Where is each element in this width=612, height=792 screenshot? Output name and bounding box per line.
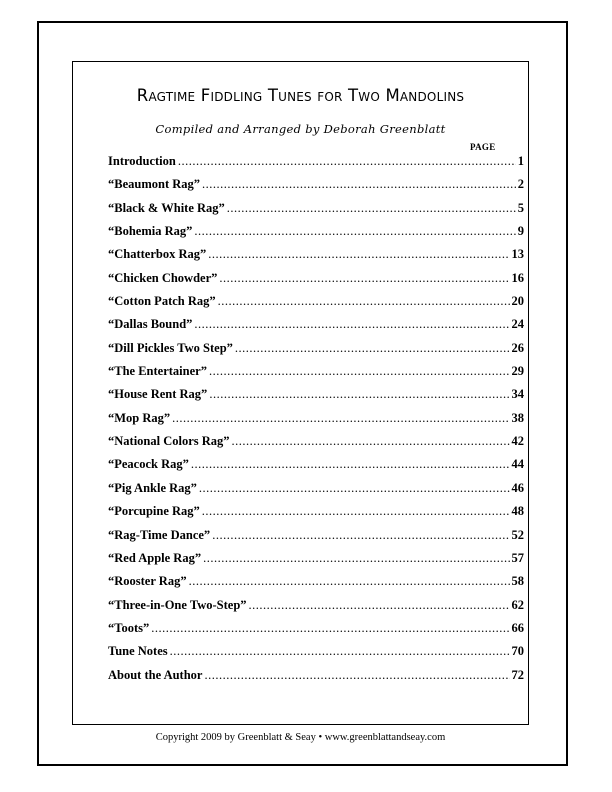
toc-entry-page-number: 48: [511, 504, 524, 519]
dot-leader: [218, 294, 510, 309]
toc-entry-title: “House Rent Rag”: [108, 387, 208, 402]
toc-entry-page-number: 58: [511, 574, 524, 589]
toc-entry: [108, 247, 524, 270]
page-subtitle: Compiled and Arranged by Deborah Greenblatt: [155, 122, 446, 136]
dot-leader: [232, 434, 510, 449]
dot-leader: [199, 481, 510, 496]
toc-entry-title: “Red Apple Rag”: [108, 550, 202, 565]
toc-entry-page-number: 72: [511, 667, 524, 682]
toc-entry: [108, 621, 524, 644]
dot-leader: [191, 457, 510, 472]
toc-entry-title: “Dallas Bound”: [108, 317, 193, 332]
toc-entry-page-number: 9: [517, 224, 524, 239]
dot-leader: [227, 201, 516, 216]
toc-entry-page-number: 42: [511, 434, 524, 449]
toc-entry: [108, 154, 524, 177]
toc-entry: [108, 177, 524, 200]
table-of-contents: [108, 154, 524, 691]
toc-entry-title: “Pig Ankle Rag”: [108, 480, 197, 495]
toc-entry: [108, 528, 524, 551]
toc-entry: [108, 457, 524, 480]
toc-entry-page-number: 66: [511, 620, 524, 635]
toc-entry: [108, 411, 524, 434]
toc-entry-title: Introduction: [108, 154, 176, 168]
toc-entry-page-number: 46: [511, 480, 524, 495]
toc-entry: [108, 387, 524, 410]
dot-leader: [203, 551, 509, 566]
toc-entry-title: “Bohemia Rag”: [108, 224, 193, 239]
toc-entry-title: Tune Notes: [108, 644, 168, 659]
toc-entry: [108, 294, 524, 317]
toc-entry-page-number: 1: [517, 154, 524, 168]
toc-entry-page-number: 62: [511, 597, 524, 612]
toc-entry: [108, 271, 524, 294]
toc-entry-page-number: 52: [511, 527, 524, 542]
toc-entry-page-number: 13: [511, 247, 524, 262]
dot-leader: [204, 668, 509, 683]
dot-leader: [189, 574, 510, 589]
dot-leader: [202, 177, 516, 192]
toc-entry-title: About the Author: [108, 667, 203, 682]
toc-entry: [108, 598, 524, 621]
dot-leader: [170, 644, 510, 659]
toc-entry: [108, 317, 524, 340]
dot-leader: [194, 224, 515, 239]
toc-entry-page-number: 57: [511, 550, 524, 565]
toc-entry-page-number: 29: [511, 364, 524, 379]
toc-entry-title: “Chicken Chowder”: [108, 270, 218, 285]
toc-entry-page-number: 38: [511, 410, 524, 425]
toc-entry-title: “Peacock Rag”: [108, 457, 189, 472]
dot-leader: [151, 621, 509, 636]
dot-leader: [194, 317, 509, 332]
dot-leader: [235, 341, 510, 356]
copyright-footer: Copyright 2009 by Greenblatt & Seay • www.greenblattandseay.com: [155, 732, 446, 743]
dot-leader: [208, 247, 509, 262]
toc-entry-page-number: 16: [511, 270, 524, 285]
dot-leader: [212, 528, 509, 543]
toc-entry: [108, 201, 524, 224]
toc-entry: [108, 341, 524, 364]
dot-leader: [172, 411, 509, 426]
toc-entry-title: “Rooster Rag”: [108, 574, 187, 589]
toc-entry-title: “Cotton Patch Rag”: [108, 294, 216, 309]
toc-entry-page-number: 26: [511, 340, 524, 355]
toc-entry-title: “National Colors Rag”: [108, 434, 230, 449]
toc-entry-title: “Chatterbox Rag”: [108, 247, 207, 262]
dot-leader: [249, 598, 510, 613]
toc-entry-title: “Toots”: [108, 620, 150, 635]
toc-entry-page-number: 70: [511, 644, 524, 659]
toc-entry: [108, 644, 524, 667]
dot-leader: [209, 364, 510, 379]
toc-entry-page-number: 34: [511, 387, 524, 402]
toc-entry: [108, 364, 524, 387]
toc-entry-title: “Mop Rag”: [108, 410, 171, 425]
toc-entry: [108, 504, 524, 527]
page-column-header: PAGE: [470, 142, 496, 152]
toc-entry-title: “Dill Pickles Two Step”: [108, 340, 233, 355]
toc-entry: [108, 224, 524, 247]
toc-entry-page-number: 5: [517, 200, 524, 215]
toc-entry-title: “Beaumont Rag”: [108, 177, 201, 192]
toc-entry-page-number: 20: [511, 294, 524, 309]
toc-entry-title: “Rag-Time Dance”: [108, 527, 211, 542]
dot-leader: [202, 504, 510, 519]
toc-entry-page-number: 24: [511, 317, 524, 332]
dot-leader: [219, 271, 509, 286]
dot-leader: [209, 387, 509, 402]
toc-entry: [108, 668, 524, 691]
toc-entry-page-number: 44: [511, 457, 524, 472]
page-title: Ragtime Fiddling Tunes for Two Mandolins: [136, 86, 465, 105]
toc-entry: [108, 434, 524, 457]
toc-entry: [108, 481, 524, 504]
toc-entry-title: “Black & White Rag”: [108, 200, 225, 215]
toc-entry: [108, 551, 524, 574]
toc-entry-title: “The Entertainer”: [108, 364, 207, 379]
toc-entry-title: “Three-in-One Two-Step”: [108, 597, 247, 612]
dot-leader: [178, 154, 516, 169]
toc-entry: [108, 574, 524, 597]
toc-entry-page-number: 2: [517, 177, 524, 192]
toc-entry-title: “Porcupine Rag”: [108, 504, 200, 519]
